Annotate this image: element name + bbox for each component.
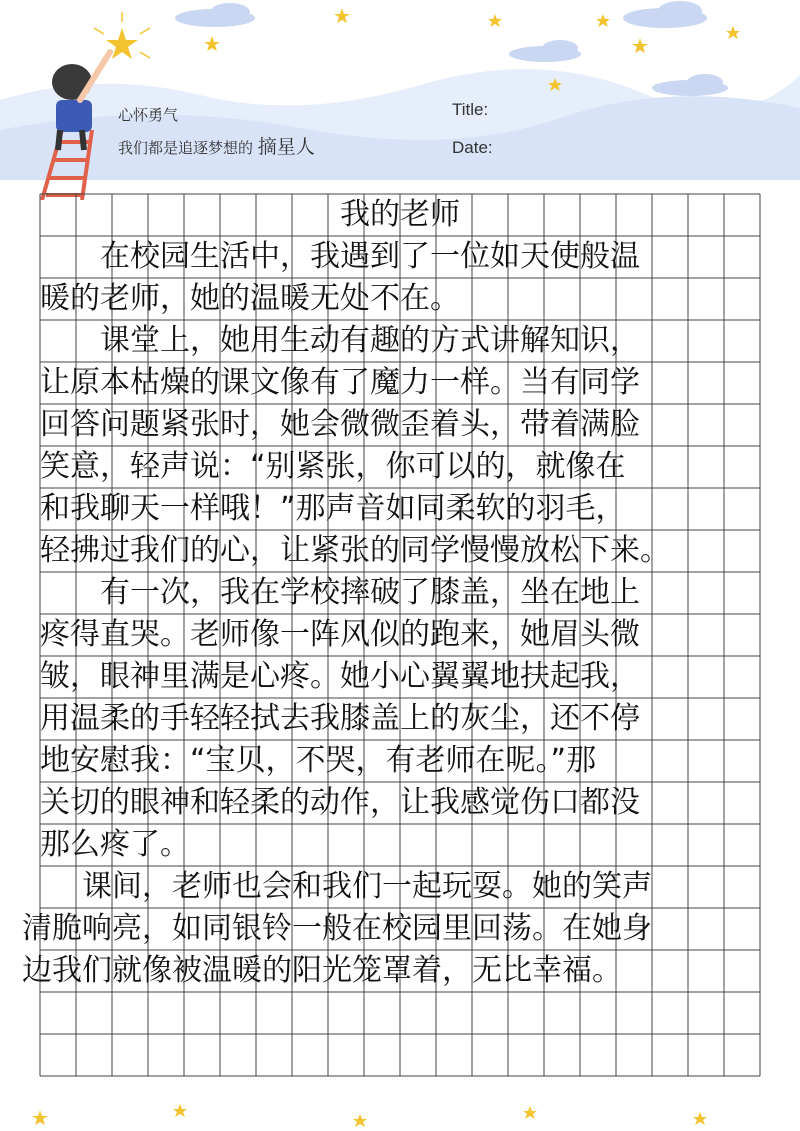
essay-line: 让原本枯燥的课文像有了魔力一样。当有同学 — [40, 365, 640, 400]
essay-line: 边我们就像被温暖的阳光笼罩着，无比幸福。 — [22, 953, 622, 988]
essay-line: 地安慰我：“宝贝，不哭，有老师在呢。”那 — [40, 743, 597, 778]
essay-line: 用温柔的手轻轻拭去我膝盖上的灰尘，还不停 — [40, 701, 640, 736]
date-label: Date: — [452, 138, 493, 157]
essay-line: 和我聊天一样哦！”那声音如同柔软的羽毛， — [40, 491, 626, 526]
slogan-highlight: 摘星人 — [257, 136, 315, 158]
essay-line: 清脆响亮，如同银铃一般在校园里回荡。在她身 — [22, 911, 652, 946]
essay-line: 皱，眼神里满是心疼。她小心翼翼地扶起我， — [40, 659, 640, 694]
essay-line: 有一次，我在学校摔破了膝盖，坐在地上 — [40, 575, 640, 610]
essay-line: 课堂上，她用生动有趣的方式讲解知识， — [40, 323, 640, 358]
essay-line: 关切的眼神和轻柔的动作，让我感觉伤口都没 — [40, 785, 640, 820]
essay-line: 那么疼了。 — [40, 827, 190, 862]
footer-stars — [0, 1090, 800, 1131]
essay-line: 回答问题紧张时，她会微微歪着头，带着满脸 — [40, 407, 640, 442]
essay-line: 暖的老师，她的温暖无处不在。 — [40, 281, 460, 316]
slogan-line-1: 心怀勇气 — [118, 106, 179, 124]
essay-line: 课间，老师也会和我们一起玩耍。她的笑声 — [22, 869, 652, 904]
essay-line: 疼得直哭。老师像一阵风似的跑来，她眉头微 — [40, 617, 640, 652]
title-label: Title: — [452, 100, 489, 119]
star-icon — [32, 1104, 707, 1127]
essay-line: 笑意，轻声说：“别紧张，你可以的，就像在 — [40, 449, 626, 484]
essay-title: 我的老师 — [340, 197, 460, 232]
essay-line: 轻拂过我们的心，让紧张的同学慢慢放松下来。 — [40, 533, 670, 568]
essay-line: 在校园生活中，我遇到了一位如天使般温 — [40, 239, 640, 274]
slogan-text: 我们都是追逐梦想的 — [118, 139, 254, 157]
